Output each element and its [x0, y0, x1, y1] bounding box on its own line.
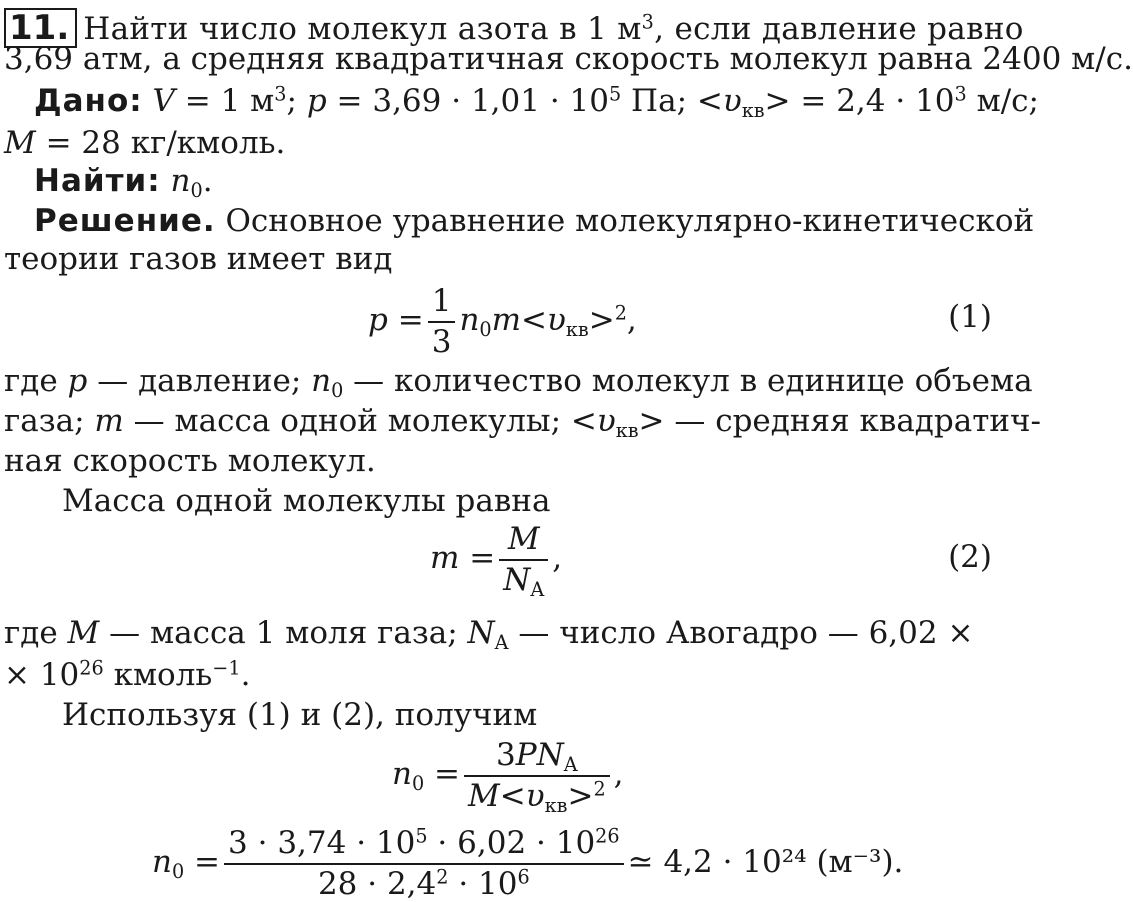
result-value: ≃ 4,2 · 10²⁴ (м⁻³).	[627, 844, 904, 881]
explain-line-5: × $10^{26}$ кмоль$^{-1}$.	[4, 656, 251, 693]
solution-intro-1: Основное уравнение молекулярно-кинетической	[225, 203, 1035, 239]
combine-line: Используя (1) и (2), получим	[62, 697, 538, 733]
solution-intro-2: теории газов имеет вид	[4, 241, 393, 277]
solution-line-1	[34, 203, 1035, 239]
problem-line-1: 11. Найти число молекул азота в 1 $м^3$, если давление равно	[4, 8, 1024, 48]
equation-1-number: (1)	[948, 299, 992, 335]
find-line: Найти: $n_0$.	[34, 163, 213, 203]
equation-result: $n_0$ = $\frac{3 \cdot 3,74 \cdot 10^5 \cdot 6,02 \cdot 10^{26}}{28 \cdot 2,4^2 \cdot 10^6}$ ≃ 4,2 · 10²⁴ (м⁻³).	[152, 824, 904, 902]
explain-line-4: где M — масса 1 моля газа; $N_A$ — число Авогадро — 6,02 ×	[4, 615, 974, 655]
equation-2: m = $\frac{M}{N_A}$ ,	[430, 521, 563, 602]
equation-3: $n_0$ = $\frac{3PN_A}{M<\upsilon_{кв}>^2}$ ,	[392, 737, 624, 818]
solution-label: Решение.	[34, 203, 216, 239]
equation-1: p = $\frac{1}{3}$ $n_0m<\upsilon_{кв}>^2$,	[368, 283, 637, 361]
explain-line-2: газа; m — масса одной молекулы; $<\upsilon_{кв}>$ — средняя квадратич-	[4, 403, 1042, 443]
find-label: Найти:	[34, 163, 161, 199]
problem-number: 11.	[4, 8, 77, 48]
explain-line-3: ная скорость молекул.	[4, 443, 376, 479]
mass-intro: Масса одной молекулы равна	[62, 483, 551, 519]
equation-2-number: (2)	[948, 539, 992, 575]
given-line-2: M = 28 кг/кмоль.	[4, 125, 286, 161]
given-line-1: Дано: V = 1 $м^3$; $p = 3,69 \cdot 1,01 \cdot 10^5$ Па; $<\upsilon_{кв}> = 2,4 \cdot 10^3$ м/с;	[34, 82, 1039, 123]
explain-line-1: где p — давление; $n_0$ — количество молекул в единице объема	[4, 363, 1033, 403]
given-label: Дано:	[34, 83, 143, 119]
problem-line-2: 3,69 атм, а средняя квадратичная скорость молекул равна 2400 м/с.	[4, 41, 1133, 77]
